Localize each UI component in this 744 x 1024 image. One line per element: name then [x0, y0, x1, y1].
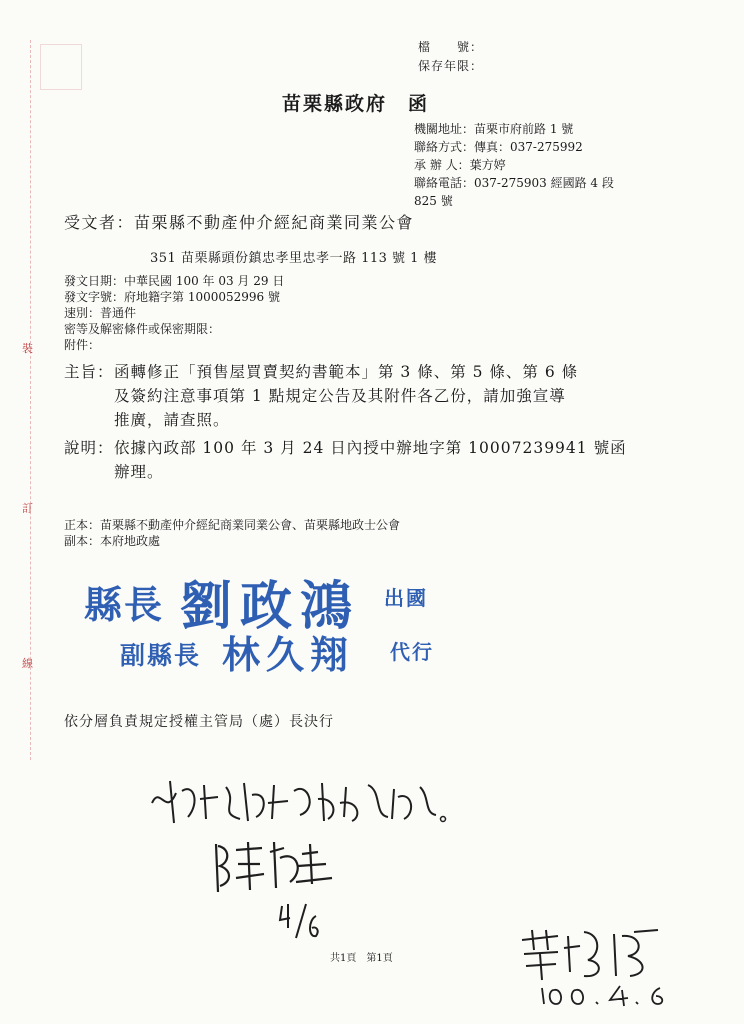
binding-mark-xian: 線 — [22, 657, 33, 670]
magistrate-title-stamp: 縣長 — [84, 582, 165, 627]
binding-line — [30, 40, 31, 760]
binding-mark-ding: 訂 — [22, 502, 33, 515]
authority-note: 依分層負責規定授權主管局（處）長決行 — [64, 714, 334, 730]
agency-address: 機關地址：苗栗市府前路 1 號 — [414, 122, 574, 136]
agency-phone: 聯絡電話：037-275903 經國路 4 段 — [414, 176, 614, 190]
handwritten-instruction — [148, 773, 448, 835]
recipient-label: 受文者： — [64, 213, 135, 232]
deputy-name-stamp: 林久翔 — [222, 632, 355, 677]
attachment-label: 附件： — [64, 338, 101, 352]
cc-copy: 副本：本府地政處 — [64, 534, 161, 548]
agency-contact: 聯絡方式：傳真：037-275992 — [414, 140, 583, 154]
retention-period-label: 保存年限： — [418, 59, 484, 73]
handwritten-signer-date — [278, 900, 320, 946]
handwritten-signer-signature — [210, 838, 340, 900]
handwritten-receiver-signature — [518, 926, 664, 988]
main-copy: 正本：苗栗縣不動產仲介經紀商業同業公會、苗栗縣地政士公會 — [64, 518, 401, 532]
agency-phone-cont: 825 號 — [414, 194, 453, 208]
subject-line-2: 及簽約注意事項第 1 點規定公告及其附件各乙份，請加強宣導 — [114, 387, 566, 405]
binding-mark-zhuang: 裝 — [22, 342, 33, 355]
page-counter: 共1頁 第1頁 — [330, 953, 393, 964]
deputy-title-stamp: 副縣長 — [120, 641, 202, 670]
subject-label: 主旨： — [64, 363, 114, 381]
file-number-label: 檔 號： — [418, 40, 484, 54]
explanation-line-2: 辦理。 — [114, 463, 164, 481]
delivery-speed: 速別：普通件 — [64, 306, 137, 320]
agency-handler: 承 辦 人：葉方婷 — [414, 158, 506, 172]
recipient-name: 苗栗縣不動產仲介經紀商業同業公會 — [134, 213, 415, 232]
deputy-note-stamp: 代行 — [390, 640, 434, 664]
issue-date: 發文日期：中華民國 100 年 03 月 29 日 — [64, 274, 285, 288]
faded-seal-mark — [40, 44, 82, 90]
explanation-label: 說明： — [64, 439, 114, 457]
subject-line-1: 函轉修正「預售屋買賣契約書範本」第 3 條、第 5 條、第 6 條 — [114, 363, 579, 381]
explanation-line-1: 依據內政部 100 年 3 月 24 日內授中辦地字第 10007239941 號函 — [114, 439, 627, 457]
magistrate-name-stamp: 劉政鴻 — [180, 576, 361, 637]
magistrate-note-stamp: 出國 — [384, 586, 428, 610]
handwritten-receiver-date — [538, 982, 668, 1012]
secrecy-level: 密等及解密條件或保密期限： — [64, 322, 221, 336]
subject-line-3: 推廣，請查照。 — [114, 411, 230, 429]
recipient-address: 351 苗栗縣頭份鎮忠孝里忠孝一路 113 號 1 樓 — [150, 251, 438, 266]
document-number: 發文字號：府地籍字第 1000052996 號 — [64, 290, 280, 304]
document-title: 苗栗縣政府 函 — [282, 93, 430, 115]
recipient-line — [64, 210, 414, 233]
